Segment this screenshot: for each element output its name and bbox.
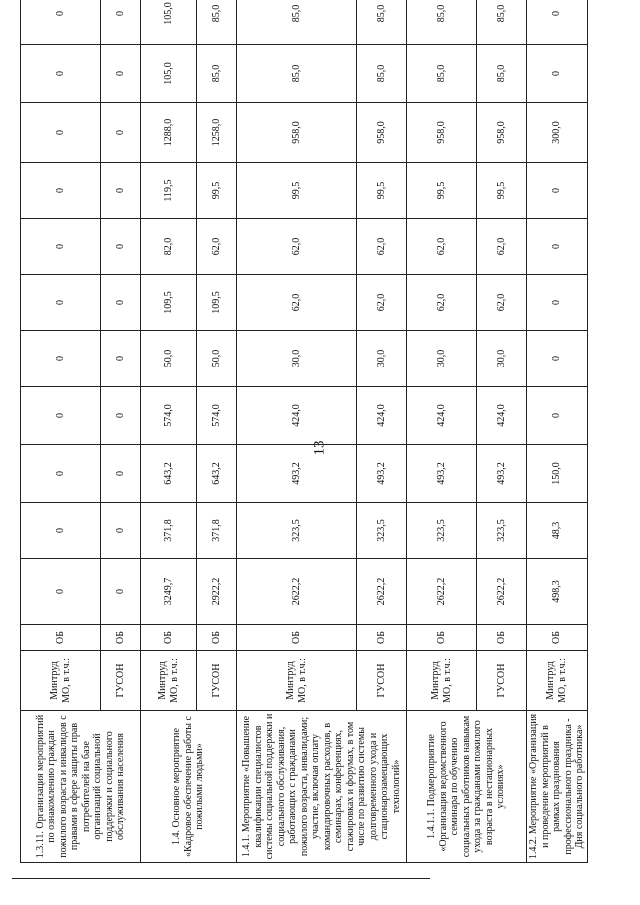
value-cell: 0 <box>101 103 141 163</box>
value-cell: 0 <box>21 275 101 331</box>
table-row <box>141 0 197 863</box>
value-cell: 0 <box>527 0 588 45</box>
table-row <box>407 0 477 863</box>
source-cell: ОБ <box>237 625 357 651</box>
value-cell: 2622,2 <box>477 559 527 625</box>
value-cell: 62,0 <box>477 275 527 331</box>
value-cell: 0 <box>21 503 101 559</box>
value-cell: 30,0 <box>357 331 407 387</box>
value-cell: 85,0 <box>407 0 477 45</box>
value-cell: 323,5 <box>407 503 477 559</box>
value-cell: 323,5 <box>477 503 527 559</box>
table-row <box>527 0 588 863</box>
value-cell: 99,5 <box>237 163 357 219</box>
executor-cell: ГУСОН <box>197 651 237 711</box>
source-cell: ОБ <box>477 625 527 651</box>
value-cell: 62,0 <box>357 275 407 331</box>
value-cell: 50,0 <box>197 331 237 387</box>
executor-cell: Минтруд МО, в т.ч.: <box>407 651 477 711</box>
value-cell: 498,3 <box>527 559 588 625</box>
value-cell: 371,8 <box>197 503 237 559</box>
value-cell: 119,5 <box>141 163 197 219</box>
measure-name-cell: 1.4. Основное мероприятие «Кадровое обеспечение работы с пожилыми людьми» <box>141 711 237 863</box>
value-cell: 424,0 <box>357 387 407 445</box>
source-cell: ОБ <box>141 625 197 651</box>
value-cell: 2622,2 <box>407 559 477 625</box>
value-cell: 0 <box>527 387 588 445</box>
value-cell: 62,0 <box>237 275 357 331</box>
value-cell: 85,0 <box>197 45 237 103</box>
value-cell: 0 <box>527 331 588 387</box>
value-cell: 493,2 <box>407 445 477 503</box>
value-cell: 105,0 <box>141 0 197 45</box>
bottom-rule <box>12 878 430 879</box>
executor-cell: Минтруд МО, в т.ч.: <box>237 651 357 711</box>
value-cell: 30,0 <box>477 331 527 387</box>
value-cell: 109,5 <box>141 275 197 331</box>
value-cell: 30,0 <box>237 331 357 387</box>
value-cell: 958,0 <box>357 103 407 163</box>
value-cell: 99,5 <box>407 163 477 219</box>
value-cell: 424,0 <box>477 387 527 445</box>
page-number: 13 <box>311 440 328 456</box>
value-cell: 0 <box>101 445 141 503</box>
value-cell: 493,2 <box>357 445 407 503</box>
value-cell: 2622,2 <box>237 559 357 625</box>
value-cell: 50,0 <box>141 331 197 387</box>
value-cell: 85,0 <box>357 45 407 103</box>
executor-cell: Минтруд МО, в т.ч.: <box>21 651 101 711</box>
value-cell: 0 <box>527 219 588 275</box>
value-cell: 0 <box>21 387 101 445</box>
value-cell: 62,0 <box>407 275 477 331</box>
value-cell: 371,8 <box>141 503 197 559</box>
executor-cell: Минтруд МО, в т.ч.: <box>527 651 588 711</box>
value-cell: 0 <box>101 163 141 219</box>
value-cell: 85,0 <box>357 0 407 45</box>
value-cell: 85,0 <box>237 45 357 103</box>
value-cell: 0 <box>527 275 588 331</box>
table-row <box>237 0 357 863</box>
value-cell: 3249,7 <box>141 559 197 625</box>
value-cell: 62,0 <box>237 219 357 275</box>
value-cell: 85,0 <box>407 45 477 103</box>
value-cell: 2922,2 <box>197 559 237 625</box>
source-cell: ОБ <box>197 625 237 651</box>
value-cell: 493,2 <box>477 445 527 503</box>
executor-cell: ГУСОН <box>477 651 527 711</box>
value-cell: 2622,2 <box>357 559 407 625</box>
value-cell: 82,0 <box>141 219 197 275</box>
value-cell: 323,5 <box>237 503 357 559</box>
value-cell: 958,0 <box>237 103 357 163</box>
value-cell: 105,0 <box>141 45 197 103</box>
value-cell: 958,0 <box>477 103 527 163</box>
value-cell: 62,0 <box>357 219 407 275</box>
value-cell: 323,5 <box>357 503 407 559</box>
value-cell: 300,0 <box>527 103 588 163</box>
value-cell: 85,0 <box>477 0 527 45</box>
value-cell: 1288,0 <box>141 103 197 163</box>
value-cell: 0 <box>101 503 141 559</box>
value-cell: 109,5 <box>197 275 237 331</box>
source-cell: ОБ <box>357 625 407 651</box>
value-cell: 85,0 <box>237 0 357 45</box>
measure-name-cell: 1.4.1. Мероприятие «Повышение квалификации специалистов системы социальной поддержки и социального обслуживания, работающих с гражданами пожилого возраста, инвалидами; участие, включая оплату командировочных расходов, в семинарах, конференциях, стажировках и форумах, в том числе по развитию системы долговременного ухода и стационарозамещающих технологий» <box>237 711 407 863</box>
value-cell: 62,0 <box>407 219 477 275</box>
value-cell: 0 <box>101 331 141 387</box>
value-cell: 0 <box>21 331 101 387</box>
value-cell: 99,5 <box>357 163 407 219</box>
value-cell: 643,2 <box>141 445 197 503</box>
value-cell: 62,0 <box>197 219 237 275</box>
source-cell: ОБ <box>527 625 588 651</box>
value-cell: 0 <box>527 163 588 219</box>
value-cell: 0 <box>21 219 101 275</box>
value-cell: 493,2 <box>237 445 357 503</box>
executor-cell: Минтруд МО, в т.ч.: <box>141 651 197 711</box>
value-cell: 0 <box>527 45 588 103</box>
value-cell: 85,0 <box>477 45 527 103</box>
value-cell: 48,3 <box>527 503 588 559</box>
measure-name-cell: 1.4.1.1. Подмероприятие «Организация ведомственного семинара по обучению социальных работников навыкам ухода за гражданами пожилого возраста в нестационарных условиях» <box>407 711 527 863</box>
value-cell: 1258,0 <box>197 103 237 163</box>
table-row <box>21 0 101 863</box>
source-cell: ОБ <box>101 625 141 651</box>
value-cell: 30,0 <box>407 331 477 387</box>
value-cell: 958,0 <box>407 103 477 163</box>
value-cell: 99,5 <box>477 163 527 219</box>
value-cell: 0 <box>101 559 141 625</box>
source-cell: ОБ <box>21 625 101 651</box>
value-cell: 424,0 <box>407 387 477 445</box>
value-cell: 0 <box>101 0 141 45</box>
value-cell: 574,0 <box>141 387 197 445</box>
value-cell: 0 <box>101 387 141 445</box>
value-cell: 0 <box>101 219 141 275</box>
measure-name-cell: 1.3.11. Организация мероприятий по ознакомлению граждан пожилого возраста и инвалидов с правами в сфере защиты прав потребителей на базе организаций социальной поддержки и социального обслуживания населения <box>21 711 141 863</box>
value-cell: 0 <box>101 45 141 103</box>
value-cell: 0 <box>21 445 101 503</box>
value-cell: 0 <box>21 0 101 45</box>
budget-table <box>20 0 588 863</box>
value-cell: 99,5 <box>197 163 237 219</box>
value-cell: 85,0 <box>197 0 237 45</box>
source-cell: ОБ <box>407 625 477 651</box>
value-cell: 574,0 <box>197 387 237 445</box>
rotated-table-wrapper <box>20 2 585 863</box>
measure-name-cell: 1.4.2. Мероприятие «Организация и проведение мероприятий в рамках празднования профессионального праздника - Дня социального работника» <box>527 711 588 863</box>
value-cell: 62,0 <box>477 219 527 275</box>
value-cell: 0 <box>21 103 101 163</box>
executor-cell: ГУСОН <box>357 651 407 711</box>
value-cell: 643,2 <box>197 445 237 503</box>
value-cell: 424,0 <box>237 387 357 445</box>
value-cell: 0 <box>21 163 101 219</box>
executor-cell: ГУСОН <box>101 651 141 711</box>
value-cell: 0 <box>101 275 141 331</box>
value-cell: 0 <box>21 559 101 625</box>
value-cell: 150,0 <box>527 445 588 503</box>
value-cell: 0 <box>21 45 101 103</box>
